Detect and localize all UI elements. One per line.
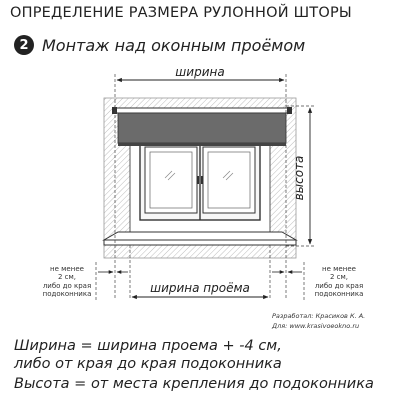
- formula-width-line1: Ширина = ширина проема + -4 см,: [14, 338, 282, 354]
- right-offset-note: не менее 2 см, либо до края подоконника: [314, 265, 364, 299]
- step-title: Монтаж над оконным проёмом: [42, 35, 306, 55]
- window-frame: [140, 142, 260, 220]
- page-title: ОПРЕДЕЛЕНИЕ РАЗМЕРА РУЛОННОЙ ШТОРЫ: [10, 5, 352, 21]
- height-label: высота: [292, 155, 306, 201]
- formula-width-line2: либо от края до края подоконника: [14, 356, 282, 372]
- width-label: ширина: [175, 65, 225, 79]
- roller-blind: [112, 107, 292, 146]
- developer-credit: Разработал: Красиков К. А.: [272, 312, 366, 320]
- left-offset-note: не менее 2 см, либо до края подоконника: [42, 265, 92, 299]
- step-number-badge: 2: [14, 35, 34, 55]
- site-credit: Для: www.krasivoeokno.ru: [272, 322, 360, 331]
- formula-height: Высота = от места крепления до подоконника: [14, 376, 374, 392]
- opening-width-label: ширина проёма: [150, 281, 250, 295]
- window-sill: [104, 232, 296, 245]
- credits: [272, 311, 365, 331]
